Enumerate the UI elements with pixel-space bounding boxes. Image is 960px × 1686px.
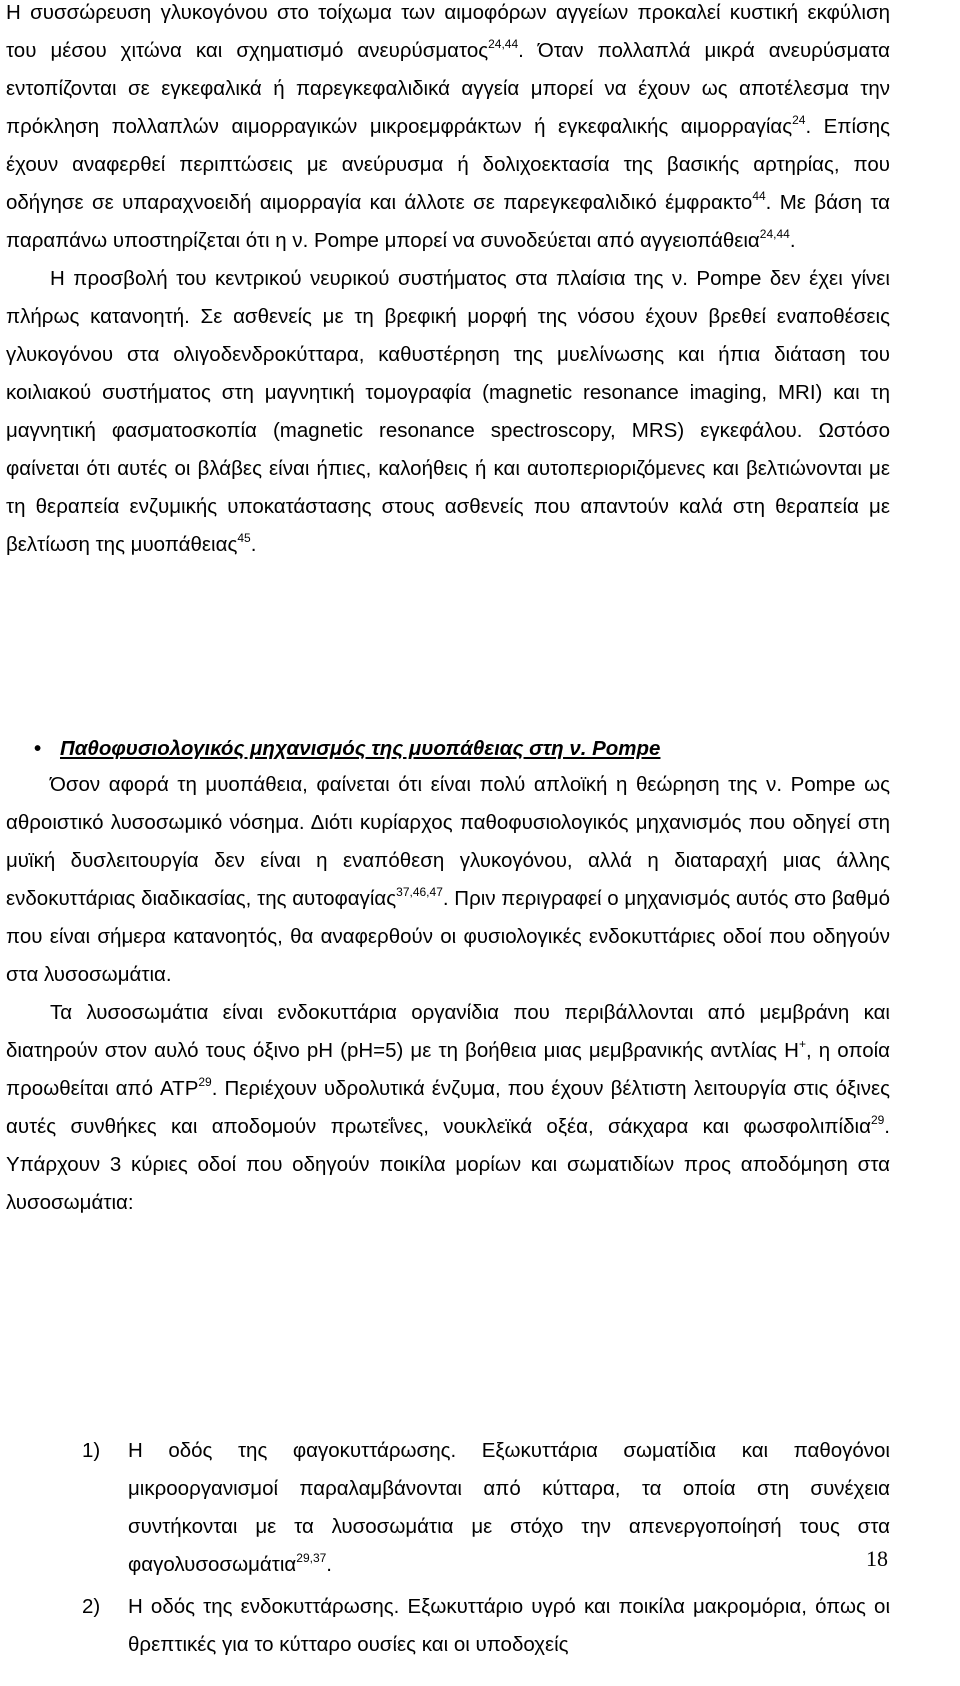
text-span: . Με βάση τα παραπάνω υποστηρίζεται ότι η ν. Pompe μπορεί να συνοδεύεται από αγγειοπάθεια bbox=[6, 191, 890, 252]
text-span: . bbox=[789, 229, 796, 252]
reference: 24,44 bbox=[488, 37, 519, 51]
text-span: . Επίσης έχουν αναφερθεί περιπτώσεις με ανεύρυσμα ή δολιχοεκτασία της βασικής αρτηρίας, που οδήγησε σε υπαραχνοειδή αιμορραγία και άλλοτε σε παρεγκεφαλιδικό έμφρακτο bbox=[6, 115, 890, 214]
reference: 45 bbox=[237, 531, 251, 545]
paragraph-cns bbox=[6, 260, 890, 564]
pathways-list bbox=[82, 1432, 890, 1668]
text-span: . bbox=[250, 533, 257, 556]
reference: 29 bbox=[198, 1075, 212, 1089]
section-heading-text: Παθοφυσιολογικός μηχανισμός της μυοπάθειας στη ν. Pompe bbox=[60, 737, 661, 760]
paragraph-myopathy bbox=[6, 766, 890, 994]
text-span: . Υπάρχουν 3 κύριες οδοί που οδηγούν ποικίλα μορίων και σωματιδίων προς αποδόμηση στα λυσοσωμάτια: bbox=[6, 1115, 890, 1214]
body-text-middle bbox=[6, 766, 890, 1222]
text-span: Η συσσώρευση γλυκογόνου στο τοίχωμα των αιμοφόρων αγγείων προκαλεί κυστική εκφύλιση του μέσου χιτώνα και σχηματισμό ανευρύσματος bbox=[6, 1, 890, 62]
text-span: Η οδός της ενδοκυττάρωσης. Εξωκυττάριο υγρό και ποικίλα μακρομόρια, όπως οι θρεπτικές για το κύτταρο ουσίες και οι υποδοχείς bbox=[128, 1595, 890, 1656]
list-number: 1) bbox=[82, 1439, 101, 1462]
bullet-icon: • bbox=[34, 737, 42, 760]
text-span: Τα λυσοσωμάτια είναι ενδοκυττάρια οργανίδια που περιβάλλονται από μεμβράνη και διατηρούν στον αυλό τους όξινο pH (pH=5) με τη βοήθεια μιας μεμβρανικής αντλίας H bbox=[6, 1001, 890, 1062]
paragraph-aneurysm bbox=[6, 0, 890, 260]
list-item bbox=[82, 1588, 890, 1664]
text-span: Όσον αφορά τη μυοπάθεια, φαίνεται ότι είναι πολύ απλοϊκή η θεώρηση της ν. Pompe ως αθροιστικό λυσοσωμικό νόσημα. Διότι κυρίαρχος παθοφυσιολογικός μηχανισμός που οδηγεί στη μυϊκή δυσλειτουργία δεν είναι η εναπόθεση γλυκογόνου, αλλά η διαταραχή μιας άλλης ενδοκυττάριας διαδικασίας, της αυτοφαγίας bbox=[6, 773, 890, 910]
page-number: 18 bbox=[866, 1546, 888, 1571]
section-heading bbox=[34, 730, 660, 768]
reference: 29 bbox=[870, 1113, 885, 1127]
reference: 24 bbox=[792, 113, 806, 127]
reference: 29,37 bbox=[296, 1551, 327, 1565]
list-item bbox=[82, 1432, 890, 1584]
reference: 24,44 bbox=[759, 227, 790, 241]
text-span: , η οποία προωθείται από ATP bbox=[6, 1039, 890, 1100]
body-text-top bbox=[6, 0, 890, 564]
list-number: 2) bbox=[82, 1595, 101, 1618]
reference: + bbox=[798, 1037, 806, 1051]
reference: 37,46,47 bbox=[396, 885, 443, 899]
text-span: Η προσβολή του κεντρικού νευρικού συστήματος στα πλαίσια της ν. Pompe δεν έχει γίνει πλήρως κατανοητή. Σε ασθενείς με τη βρεφική μορφή της νόσου έχουν βρεθεί εναποθέσεις γλυκογόνου στα ολιγοδενδροκύτταρα, καθυστέρηση της μυελίνωσης και ήπια διάταση του κοιλιακού συστήματος στη μαγνητική τομογραφία (magnetic resonance imaging, MRI) και τη μαγνητική φασματοσκοπία (magnetic resonance spectroscopy, MRS) εγκεφάλου. Ωστόσο φαίνεται ότι αυτές οι βλάβες είναι ήπιες, καλοήθεις ή και αυτοπεριοριζόμενες και βελτιώνονται με τη θεραπεία ενζυμικής υποκατάστασης στους ασθενείς που απαντούν καλά στη θεραπεία με βελτίωση της μυοπάθειας bbox=[6, 267, 890, 556]
text-span: . Όταν πολλαπλά μικρά ανευρύσματα εντοπίζονται σε εγκεφαλικά ή παρεγκεφαλιδικά αγγεία μπορεί να έχουν ως αποτέλεσμα την πρόκληση πολλαπλών αιμορραγικών μικροεμφράκτων ή εγκεφαλικής αιμορραγίας bbox=[6, 39, 890, 138]
text-span: . bbox=[326, 1553, 332, 1576]
text-span: . Περιέχουν υδρολυτικά ένζυμα, που έχουν βέλτιστη λειτουργία στις όξινες αυτές συνθήκες και αποδομούν πρωτεΐνες, νουκλεϊκά οξέα, σάκχαρα και φωσφολιπίδια bbox=[6, 1077, 890, 1138]
text-span: Η οδός της φαγοκυττάρωσης. Εξωκυττάρια σωματίδια και παθογόνοι μικροοργανισμοί παραλαμβάνονται από κύτταρα, τα οποία στη συνέχεια συντήκονται με τα λυσοσωμάτια με στόχο την απενεργοποίησή τους στα φαγολυσοσωμάτια bbox=[128, 1439, 890, 1576]
reference: 44 bbox=[752, 189, 766, 203]
paragraph-lysosomes bbox=[6, 994, 890, 1222]
text-span: . Πριν περιγραφεί ο μηχανισμός αυτός στο βαθμό που είναι σήμερα κατανοητός, θα αναφερθούν οι φυσιολογικές ενδοκυττάριες οδοί που οδηγούν στα λυσοσωμάτια. bbox=[6, 887, 890, 986]
